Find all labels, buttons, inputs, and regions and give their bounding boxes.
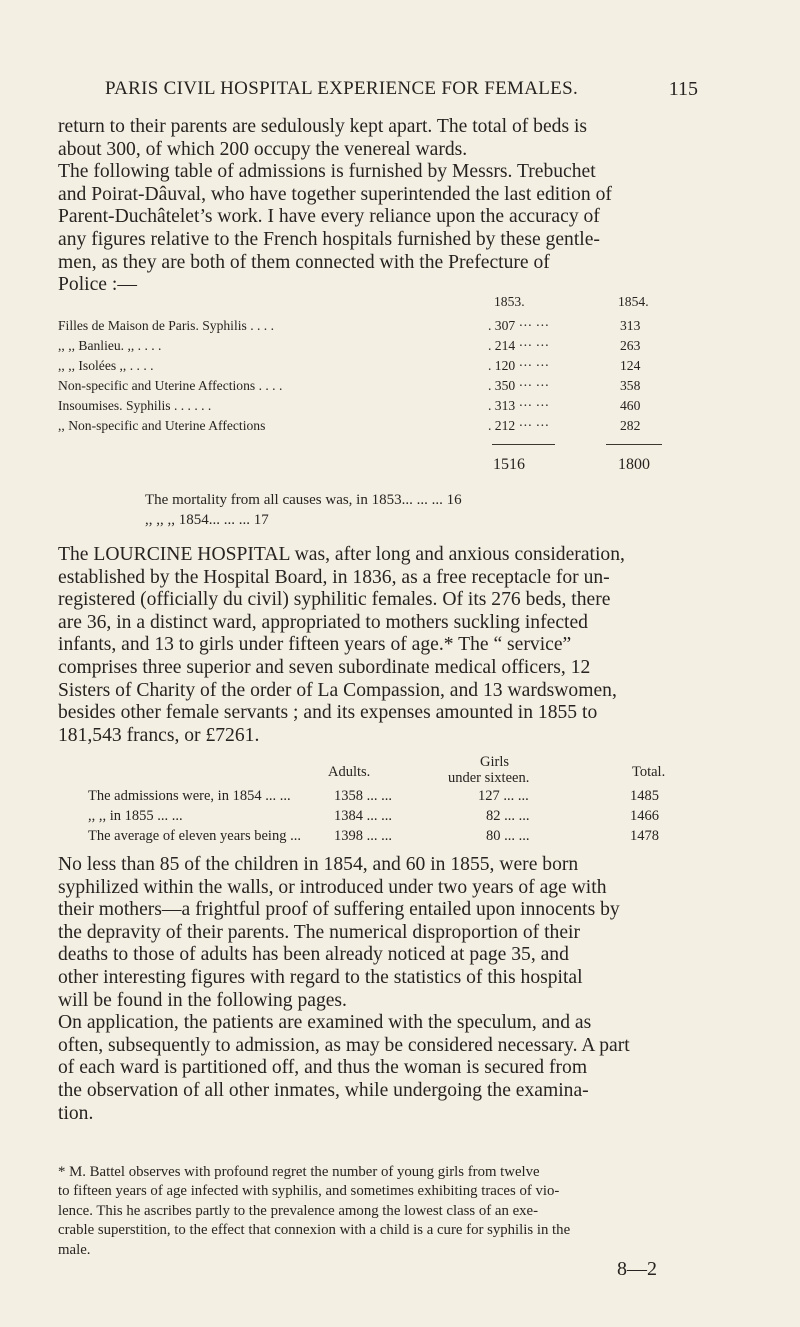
table-row bbox=[58, 318, 768, 338]
mortality-1853: The mortality from all causes was, in 1853... ... ... 16 bbox=[145, 492, 462, 508]
footnote bbox=[58, 1163, 767, 1260]
row-label: ,, ,, Isolées ,, . . . . bbox=[58, 358, 154, 373]
text-line: about 300, of which 200 occupy the venereal wards. bbox=[58, 138, 468, 160]
text-line: Parent-Duchâtelet’s work. I have every reliance upon the accuracy of bbox=[58, 206, 600, 228]
value-1853: . 212 ··· ··· bbox=[488, 418, 550, 433]
text-line: the depravity of their parents. The numerical disproportion of their bbox=[58, 921, 580, 943]
text-line: infants, and 13 to girls under fifteen years of age.* The “ service” bbox=[58, 634, 572, 656]
text-line: the observation of all other inmates, while undergoing the examina- bbox=[58, 1079, 589, 1101]
table-row bbox=[88, 788, 738, 808]
text-line: established by the Hospital Board, in 1836, as a free receptacle for un- bbox=[58, 566, 610, 588]
row-label: Filles de Maison de Paris. Syphilis . . . . bbox=[58, 318, 274, 333]
paragraph-3 bbox=[58, 854, 767, 1125]
total-value: 1466 bbox=[630, 808, 659, 824]
girls-value: 80 ... ... bbox=[486, 828, 530, 844]
column-header-girls-sub: under sixteen. bbox=[448, 770, 530, 786]
value-1854: 282 bbox=[620, 418, 641, 433]
footnote-line: * M. Battel observes with profound regret the number of young girls from twelve bbox=[58, 1164, 540, 1180]
value-1853: . 307 ··· ··· bbox=[488, 318, 550, 333]
total-value: 1478 bbox=[630, 828, 659, 844]
text-line: Sisters of Charity of the order of La Compassion, and 13 wardswomen, bbox=[58, 679, 617, 701]
row-label: ,, ,, Banlieu. ,, . . . . bbox=[58, 338, 162, 353]
girls-value: 127 ... ... bbox=[478, 788, 529, 804]
footnote-line: lence. This he ascribes partly to the prevalence among the lowest class of an exe- bbox=[58, 1202, 539, 1219]
header-title: PARIS CIVIL HOSPITAL EXPERIENCE FOR FEMALES. bbox=[105, 78, 579, 99]
footnote-line: crable superstition, to the effect that connexion with a child is a cure for syphilis in the bbox=[58, 1222, 571, 1239]
column-header-1854: 1854. bbox=[618, 294, 649, 309]
sum-rule-1853 bbox=[492, 444, 555, 445]
table-row bbox=[88, 828, 738, 848]
footnote-line: male. bbox=[58, 1241, 91, 1258]
text-line: return to their parents are sedulously kept apart. The total of beds is bbox=[58, 116, 588, 137]
total-value: 1485 bbox=[630, 788, 659, 804]
girls-value: 82 ... ... bbox=[486, 808, 530, 824]
text-line: 181,543 francs, or £7261. bbox=[58, 724, 260, 746]
text-line: will be found in the following pages. bbox=[58, 989, 347, 1011]
text-line: comprises three superior and seven subordinate medical officers, 12 bbox=[58, 656, 591, 678]
text-line: On application, the patients are examined with the speculum, and as bbox=[58, 1012, 592, 1034]
text-line: The following table of admissions is furnished by Messrs. Trebuchet bbox=[58, 161, 596, 183]
row-label: ,, ,, in 1855 ... ... bbox=[88, 808, 183, 824]
text-line: and Poirat-Dâuval, who have together superintended the last edition of bbox=[58, 183, 612, 205]
value-1853: . 313 ··· ··· bbox=[488, 398, 550, 413]
row-label: The average of eleven years being ... bbox=[88, 828, 301, 844]
table-row bbox=[58, 378, 768, 398]
value-1853: . 214 ··· ··· bbox=[488, 338, 550, 353]
total-1854: 1800 bbox=[618, 456, 650, 473]
text-line: other interesting figures with regard to the statistics of this hospital bbox=[58, 966, 583, 988]
value-1854: 263 bbox=[620, 338, 641, 353]
table-row bbox=[58, 358, 768, 378]
column-header-1853: 1853. bbox=[494, 294, 525, 309]
row-label: Non-specific and Uterine Affections . . . . bbox=[58, 378, 283, 393]
text-line: tion. bbox=[58, 1102, 94, 1124]
footnote-line: to fifteen years of age infected with syphilis, and sometimes exhibiting traces of vio- bbox=[58, 1183, 560, 1200]
adults-value: 1358 ... ... bbox=[334, 788, 392, 804]
text-line: The LOURCINE HOSPITAL was, after long and anxious consideration, bbox=[58, 544, 625, 565]
row-label: The admissions were, in 1854 ... ... bbox=[88, 788, 291, 804]
table-row bbox=[58, 338, 768, 358]
text-line: men, as they are both of them connected with the Prefecture of bbox=[58, 251, 550, 273]
value-1854: 358 bbox=[620, 378, 641, 393]
total-1853: 1516 bbox=[493, 456, 525, 473]
column-header-total: Total. bbox=[632, 764, 666, 780]
paragraph-1 bbox=[58, 116, 767, 297]
table-row bbox=[88, 808, 738, 828]
text-line: deaths to those of adults has been already noticed at page 35, and bbox=[58, 944, 569, 966]
value-1853: . 350 ··· ··· bbox=[488, 378, 550, 393]
column-header-adults: Adults. bbox=[328, 764, 371, 780]
text-line: Police :— bbox=[58, 274, 137, 296]
text-line: often, subsequently to admission, as may be considered necessary. A part bbox=[58, 1034, 630, 1056]
running-header bbox=[105, 78, 698, 108]
text-line: of each ward is partitioned off, and thus the woman is secured from bbox=[58, 1057, 588, 1079]
mortality-1854: ,, ,, ,, 1854... ... ... 17 bbox=[145, 512, 269, 528]
text-line: syphilized within the walls, or introduced under two years of age with bbox=[58, 876, 607, 898]
text-line: No less than 85 of the children in 1854, and 60 in 1855, were born bbox=[58, 854, 579, 875]
row-label: Insoumises. Syphilis . . . . . . bbox=[58, 398, 212, 413]
value-1854: 313 bbox=[620, 318, 641, 333]
value-1853: . 120 ··· ··· bbox=[488, 358, 550, 373]
signature-mark: 8—2 bbox=[617, 1258, 657, 1280]
adults-value: 1384 ... ... bbox=[334, 808, 392, 824]
paragraph-2 bbox=[58, 544, 767, 747]
column-header-girls: Girls bbox=[480, 754, 509, 770]
text-line: are 36, in a distinct ward, appropriated to mothers suckling infected bbox=[58, 611, 588, 633]
text-line: their mothers—a frightful proof of suffering entailed upon innocents by bbox=[58, 899, 620, 921]
value-1854: 460 bbox=[620, 398, 641, 413]
text-line: registered (officially du civil) syphilitic females. Of its 276 beds, there bbox=[58, 589, 611, 611]
text-line: besides other female servants ; and its expenses amounted in 1855 to bbox=[58, 702, 598, 724]
value-1854: 124 bbox=[620, 358, 641, 373]
table-row bbox=[58, 418, 768, 438]
sum-rule-1854 bbox=[606, 444, 662, 445]
text-line: any figures relative to the French hospitals furnished by these gentle- bbox=[58, 228, 600, 250]
adults-value: 1398 ... ... bbox=[334, 828, 392, 844]
row-label: ,, Non-specific and Uterine Affections bbox=[58, 418, 266, 433]
page-number: 115 bbox=[668, 78, 698, 100]
table-row bbox=[58, 398, 768, 418]
